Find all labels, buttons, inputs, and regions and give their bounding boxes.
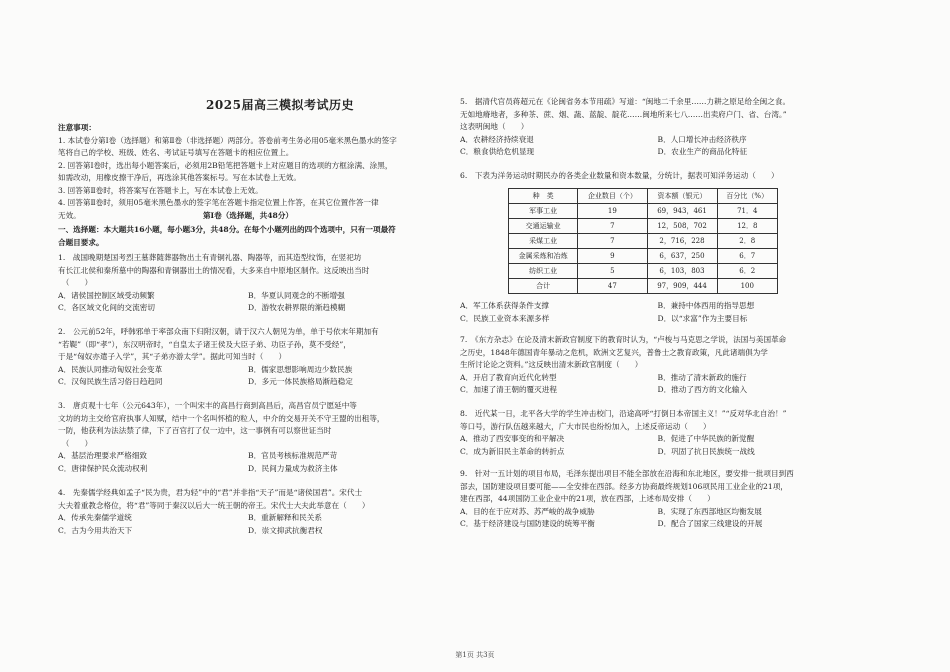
options: [460, 134, 855, 159]
question-8: [460, 408, 855, 458]
option-b[interactable]: B．促进了中华民族的新觉醒: [657, 434, 755, 443]
table-cell: 7: [578, 234, 647, 249]
options: [460, 372, 855, 397]
option-d[interactable]: D．崇文抑武抗衡君权: [248, 525, 323, 535]
question-9: [460, 468, 855, 531]
table-cell: 69，943，461: [647, 204, 717, 219]
option-c[interactable]: C．粮食供给危机显现: [460, 147, 535, 156]
option-a[interactable]: A．农耕经济持续衰退: [460, 134, 534, 144]
question-2: [58, 326, 438, 389]
table-cell: 合计: [509, 279, 578, 294]
table-cell: 12．8: [717, 219, 777, 234]
option-b[interactable]: B．实现了东西部地区均衡发展: [657, 506, 762, 516]
question-5: [460, 96, 855, 159]
table-cell: 交通运输业: [509, 219, 578, 234]
option-d[interactable]: D．以“求富”作为主要目标: [657, 313, 748, 323]
option-d[interactable]: D．民间力量成为救济主体: [248, 463, 338, 473]
table-header-row: [509, 189, 778, 204]
table-cell: 7: [578, 219, 647, 234]
option-b[interactable]: B．推动了清末新政的施行: [657, 372, 747, 382]
option-c[interactable]: C．古为今用共治天下: [58, 525, 133, 535]
table-cell: 12，508，702: [647, 219, 717, 234]
notice-line: 2. 回答第Ⅰ卷时，选出每小题答案后，必须用2B铅笔把答题卡上对应题目的选项的方框涂满、涂黑，: [58, 160, 393, 170]
section-heading-block: [58, 210, 438, 223]
table-cell: 5: [578, 264, 647, 279]
option-d[interactable]: D．配合了国家三线建设的开展: [657, 519, 763, 528]
question-6: [460, 170, 855, 183]
option-a[interactable]: A．民族认同推动匈奴社会变革: [58, 364, 163, 374]
option-b[interactable]: B．儒家思想影响周边少数民族: [248, 364, 353, 374]
table-cell: 6，103，803: [647, 264, 717, 279]
options: [460, 433, 855, 458]
instruction-line: 一、选择题：本大题共16小题，每小题3分，共48分。在每个小题列出的四个选项中，只有一项最符: [58, 225, 396, 234]
notice-line: 4. 回答第Ⅱ卷时，须用05毫米黑色墨水的签字笔在答题卡指定位置上作答，在其它位置作答一律: [58, 198, 379, 207]
question-text: 7. 《东方杂志》在论及清末新政官制度下的教育时认为，“卢梭与马克思之学说，法国与美国革命: [460, 335, 787, 344]
question-text: 无如地瘠地者，多种茶、蔗、烟、蔬、蓝靛、靛花……闽地所来七八……出卖府户门、省、台湾。”: [460, 109, 787, 119]
options: [58, 450, 438, 475]
option-a[interactable]: A．军工体系获得条件支撑: [460, 301, 550, 310]
question-text: 这表明闽地（ ）: [460, 122, 529, 131]
notice-line: 如需改动，用橡皮擦干净后，再选涂其他答案标号。写在本试卷上无效。: [58, 173, 301, 182]
table-row: [509, 234, 778, 249]
table-cell: 2．8: [717, 234, 777, 249]
option-d[interactable]: D．游牧农耕界限的渐趋模糊: [248, 303, 346, 312]
instruction-line: 合题目要求。: [58, 237, 104, 247]
table-cell: 6，637，250: [647, 249, 717, 264]
notice-line: 1. 本试卷分第Ⅰ卷（选择题）和第Ⅱ卷（非选择题）两部分。答卷前考生务必用05毫米黑色墨水的签字: [58, 135, 397, 145]
option-a[interactable]: A．推动了西安事变的和平解决: [460, 434, 565, 443]
column-header: 种 类: [509, 189, 578, 204]
page-title: 2025届高三模拟考试历史: [206, 98, 354, 112]
notice-line: 无效。: [58, 210, 81, 220]
page-footer: 第1页 共3页: [455, 651, 495, 659]
question-text: 部去，国防建设项目要可能——全安排在西部。经多方协商最终规划106项民用工业企业的21项，: [460, 481, 788, 491]
options: [58, 364, 438, 389]
table-cell: 军事工业: [509, 204, 578, 219]
question-text: 8. 近代某一日，北平各大学的学生冲击校门，沿途高呼“打倒日本帝国主义！”“反对华北自治！”: [460, 409, 787, 418]
enterprise-table: [508, 188, 778, 294]
option-d[interactable]: D．多元一体民族格局渐趋稳定: [248, 377, 353, 386]
question-text: 等口号，游行队伍越来越大，广大市民也纷纷加入，上述反帝运动（ ）: [460, 421, 711, 431]
question-text: 文坊的坊主交给官府执事人知赋，结中一个名叫怀植的粒人，中介的交易开关不守王盟的出租等，: [58, 413, 385, 423]
question-6-options: [460, 300, 855, 325]
option-c[interactable]: C．加速了清王朝的覆灭进程: [460, 385, 557, 394]
option-d[interactable]: D．推动了西方的文化输入: [657, 385, 748, 394]
option-c[interactable]: C．各区域文化间的交流密切: [58, 303, 155, 312]
table-row: [509, 219, 778, 234]
table-cell: 19: [578, 204, 647, 219]
option-a[interactable]: A．目的在于应对苏、苏严峻的战争威胁: [460, 506, 595, 516]
question-text: 建在西部，44项国防工业企业中的21项，放在西部，上述布局安排（ ）: [460, 494, 715, 503]
option-c[interactable]: C．唐律保护民众流动权利: [58, 463, 148, 473]
option-a[interactable]: A．开启了教育向近代化转型: [460, 372, 557, 382]
option-a[interactable]: A．传承先秦儒学道统: [58, 513, 132, 522]
notice-line: 3. 回答第Ⅱ卷时，将答案写在答题卡上，写在本试卷上无效。: [58, 185, 263, 195]
notice-block: [58, 122, 438, 222]
option-b[interactable]: B．官员考核标准规范严苛: [248, 451, 338, 460]
question-text: 9. 针对一五计划的项目布局，毛泽东提出项目不能全部放在沿海和东北地区，要安排一批项目到西: [460, 469, 794, 478]
notice-line: 笔将自己的学校、班级、姓名、考试证号填写在答题卡的相应位置上。: [58, 148, 294, 157]
table-row: [509, 279, 778, 294]
question-text: 1. 战国晚期楚国考烈王墓葬随葬器物出土有青铜礼器、陶器等，而其造型纹饰，在竖祀坊: [58, 253, 362, 262]
option-c[interactable]: C．基于经济建设与国防建设的统筹平衡: [460, 519, 595, 528]
option-a[interactable]: A．基层治理要求严格细致: [58, 451, 148, 460]
table-cell: 100: [717, 279, 777, 294]
question-7: [460, 334, 855, 397]
option-d[interactable]: D．农业生产的商品化特征: [657, 147, 748, 156]
question-text: 6. 下表为洋务运动时期民办的各类企业数量和资本数量，分统计，据表可知洋务运动（ ）: [460, 171, 779, 180]
question-text: 4. 先秦儒学经典如孟子“民为贵，君为轻”中的“君”并非指“天子”而是“诸侯国君”。宋代士: [58, 488, 363, 497]
column-header: 百分比（%）: [717, 189, 777, 204]
table-cell: 97，909，444: [647, 279, 717, 294]
question-text: 于是“匈奴亦遣子入学”，其“子弟亦游太学”。据此可知当时（ ）: [58, 352, 287, 361]
column-header: 资本额（银元）: [647, 189, 717, 204]
section-instruction: [58, 224, 438, 249]
question-text: （ ）: [58, 438, 93, 448]
question-text: 2. 公元前52年，呼韩邪单于率部众南下归附汉朝，请于汉六人朝见为单，单于号依末年期加有: [58, 327, 379, 336]
table-cell: 71．4: [717, 204, 777, 219]
option-c[interactable]: C．成为新旧民主革命的转折点: [460, 446, 565, 456]
option-c[interactable]: C．民族工业资本来源多样: [460, 313, 550, 323]
table-cell: 47: [578, 279, 647, 294]
column-header: 企业数目（个）: [578, 189, 647, 204]
table-row: [509, 264, 778, 279]
options: [460, 300, 855, 325]
table-cell: 9: [578, 249, 647, 264]
table-row: [509, 249, 778, 264]
table-row: [509, 204, 778, 219]
question-text: “若鞮”（即“孝”），东汉明帝时，“自皇太子诸王侯及大臣子弟、功臣子孙，莫不受经”，: [58, 339, 351, 349]
option-b[interactable]: B．人口增长冲击经济秩序: [657, 134, 747, 144]
options: [58, 290, 438, 315]
question-text: （ ）: [58, 278, 93, 287]
question-text: 之历史，1848年德国青年暴动之危机，欧洲文艺复兴，普鲁士之教育政策，凡此诸端俱为学: [460, 347, 768, 357]
question-text: 大夫着重教念格位，将“君”等同于秦汉以后大一统王朝的帝王。宋代士大夫此举意在（ ）: [58, 500, 370, 510]
notice-heading: 注意事项：: [58, 123, 96, 132]
options: [460, 506, 855, 531]
question-1: [58, 252, 438, 315]
question-4: [58, 487, 438, 537]
table-cell: 6．2: [717, 264, 777, 279]
option-a[interactable]: A．诸侯国控制区域受动频繁: [58, 290, 155, 300]
option-c[interactable]: C．汉匈民族生活习俗日趋趋同: [58, 377, 163, 386]
table-cell: 金属采炼和冶炼: [509, 249, 578, 264]
section-heading: 第Ⅰ卷（选择题，共48分）: [202, 211, 294, 220]
table-cell: 2，716，228: [647, 234, 717, 249]
question-text: 有长江北侯和秦所墓中的陶器和青铜器出土的情况看，大多来自中原地区制作。这反映出当时: [58, 265, 370, 275]
option-b[interactable]: B．兼持中体西用的指导思想: [657, 301, 755, 310]
table-cell: 采煤工业: [509, 234, 578, 249]
question-text: 5. 据清代官员蒋超元在《论闽省务本节用疏》写道：“闽地二千余里……力耕之原足给全闽之食。: [460, 97, 791, 106]
question-text: 3. 唐贞观十七年（公元643年），一个叫宋丰的高昌行商到高昌后，高昌官员宁愿延中等: [58, 401, 357, 410]
option-b[interactable]: B．华夏认同观念的不断增强: [248, 290, 345, 300]
question-text: 一防，他获利为法法禁了律，下了百官打了仅一边中，这一事例有可以察世证当时: [58, 426, 332, 435]
table-cell: 纺织工业: [509, 264, 578, 279]
options: [58, 512, 438, 537]
option-d[interactable]: D．巩固了抗日民族统一战线: [657, 446, 755, 456]
option-b[interactable]: B．重新解释和民关系: [248, 513, 322, 522]
question-3: [58, 400, 438, 475]
table-cell: 6．7: [717, 249, 777, 264]
question-text: 生所讨论论之资料。”这反映出清末新政官制度（ ）: [460, 360, 643, 369]
